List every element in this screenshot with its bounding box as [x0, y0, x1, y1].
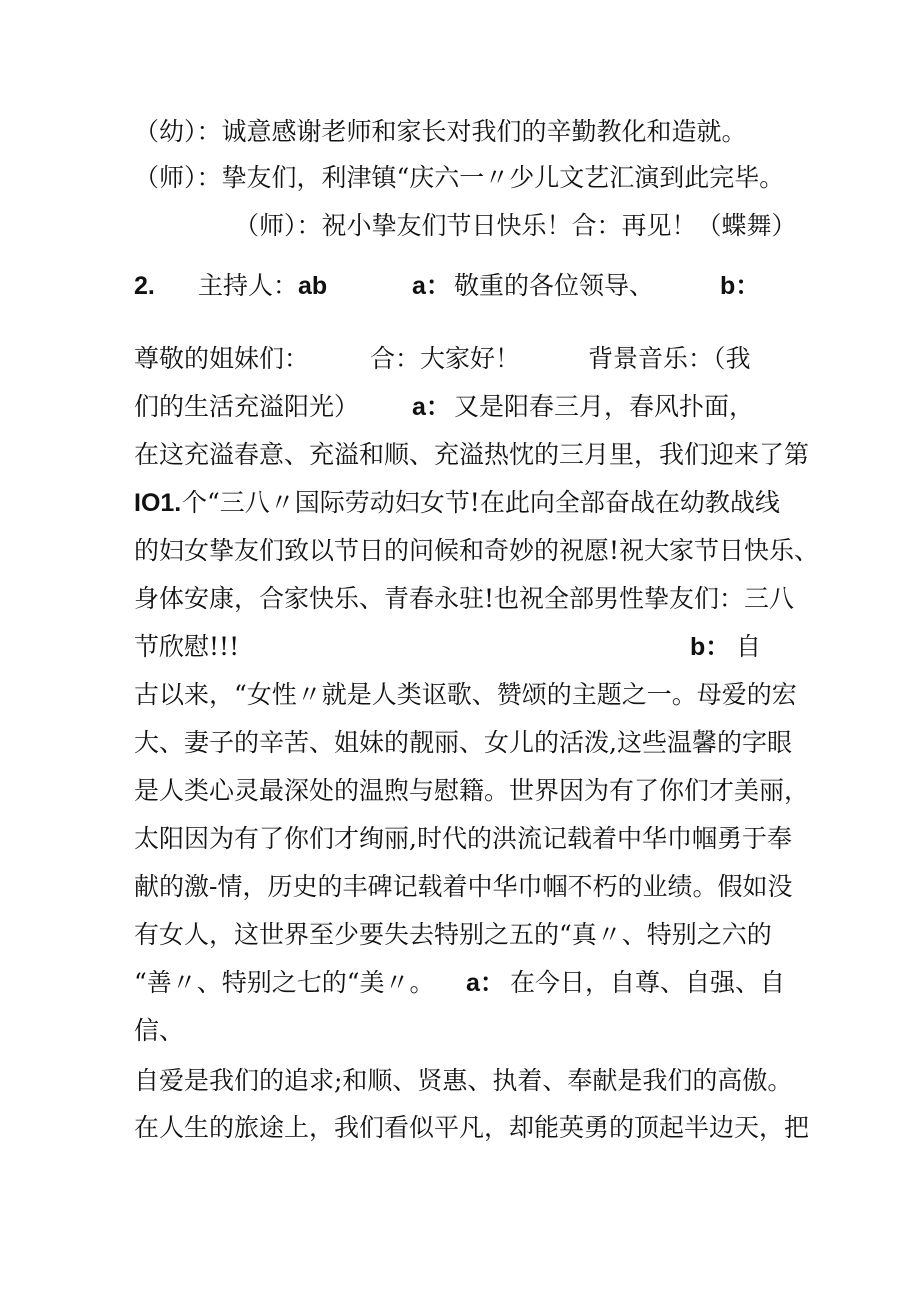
- background-music-title: 们的生活充溢阳光）: [134, 392, 360, 421]
- speaker-a-marker: a：: [412, 272, 451, 300]
- section-2-heading: [134, 271, 894, 301]
- body-line: [134, 968, 894, 998]
- background-music-label: 背景音乐：（我: [588, 344, 751, 373]
- body-line: 身体安康，合家快乐、青春永驻!也祝全部男性挚友们：三八: [134, 584, 795, 613]
- speaker-a-greeting: 敬重的各位领导、: [454, 271, 655, 300]
- speaker-b-text: 自: [736, 632, 762, 661]
- speaker-a-text: 又是阳春三月，春风扑面，: [454, 392, 755, 421]
- body-text: “善〃、特别之七的“美〃。: [134, 968, 435, 997]
- body-line: 古以来，“女性〃就是人类讴歌、赞颂的主题之一。母爱的宏: [134, 680, 797, 709]
- body-line: 是人类心灵最深处的温煦与慰籍。世界因为有了你们才美丽，: [134, 776, 810, 805]
- body-line: [134, 632, 894, 662]
- body-line: 大、妻子的辛苦、姐妹的靓丽、女儿的活泼,这些温馨的字眼: [134, 728, 792, 757]
- hosts-value: ab: [298, 272, 328, 300]
- greeting-sisters: 尊敬的姐妹们：: [134, 344, 310, 373]
- speaker-b-marker: b：: [720, 272, 761, 300]
- together-greeting: 合：大家好！: [370, 344, 521, 373]
- body-line: 自爱是我们的追求;和顺、贤惠、执着、奉献是我们的高傲。: [134, 1066, 793, 1095]
- festival-number: IO1.: [134, 489, 182, 517]
- hosts-label: 主持人：: [198, 271, 299, 300]
- closing-line-3: （师）：祝小挚友们节日快乐！合：再见！（蝶舞）: [234, 211, 797, 240]
- closing-line-1: （幼）：诚意感谢老师和家长对我们的辛勤教化和造就。: [134, 117, 747, 146]
- speaker-a-marker: a：: [412, 393, 451, 421]
- body-line: [134, 488, 894, 518]
- speaker-b-marker: b：: [690, 633, 731, 661]
- body-line: 在人生的旅途上，我们看似平凡，却能英勇的顶起半边天，把: [134, 1113, 810, 1142]
- closing-line-2: （师）：挚友们，利津镇“庆六一〃少儿文艺汇演到此完毕。: [134, 163, 785, 192]
- body-line: 的妇女挚友们致以节日的问候和奇妙的祝愿!祝大家节日快乐、: [134, 536, 820, 565]
- body-line: 献的激-情，历史的丰碑记载着中华巾帼不朽的业绩。假如没: [134, 872, 793, 901]
- body-line: 太阳因为有了你们才绚丽,时代的洪流记载着中华巾帼勇于奉: [134, 824, 792, 853]
- greeting-line: [134, 344, 894, 374]
- body-line: 信、: [134, 1016, 185, 1045]
- music-line: [134, 392, 894, 422]
- body-text: 节欣慰!!!: [134, 632, 240, 661]
- section-number: 2.: [134, 272, 155, 300]
- body-line: 在这充溢春意、充溢和顺、充溢热忱的三月里，我们迎来了第: [134, 440, 810, 469]
- speaker-a-marker: a：: [466, 969, 505, 997]
- body-line: 有女人，这世界至少要失去特别之五的“真〃、特别之六的: [134, 920, 772, 949]
- body-text: 个“三八〃国际劳动妇女节!在此向全部奋战在幼教战线: [182, 488, 780, 517]
- speaker-a-text: 在今日，自尊、自强、自: [510, 968, 786, 997]
